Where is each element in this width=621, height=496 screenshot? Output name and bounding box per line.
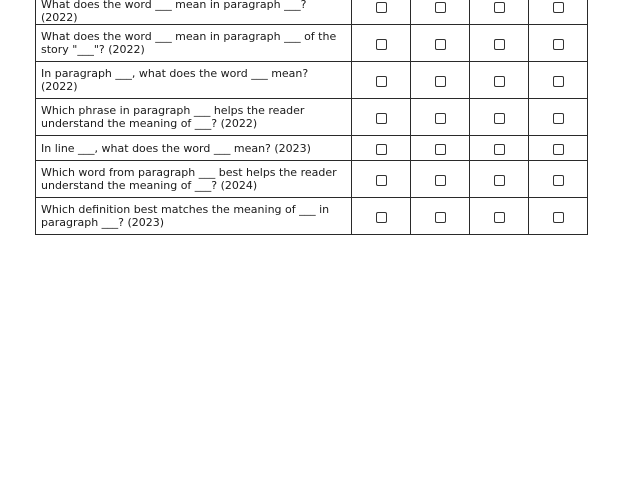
- checkbox-cell: [411, 25, 470, 62]
- checkbox[interactable]: [494, 39, 505, 50]
- checkbox[interactable]: [435, 2, 446, 13]
- checkbox-cell: [411, 161, 470, 198]
- checkbox[interactable]: [435, 144, 446, 155]
- checkbox[interactable]: [553, 39, 564, 50]
- question-cell: [36, 0, 352, 25]
- question-text: Which word from paragraph ___ best helps the reader understand the meaning of ___? (2024): [41, 166, 337, 192]
- question-cell: [36, 136, 352, 161]
- checkbox[interactable]: [435, 76, 446, 87]
- checkbox-cell: [352, 99, 411, 136]
- checkbox[interactable]: [494, 175, 505, 186]
- table-row: [36, 99, 588, 136]
- question-cell: [36, 62, 352, 99]
- checkbox-cell: [470, 0, 529, 25]
- checkbox[interactable]: [435, 212, 446, 223]
- checkbox-cell: [529, 25, 588, 62]
- question-cell: [36, 161, 352, 198]
- checkbox-cell: [352, 0, 411, 25]
- checkbox[interactable]: [553, 2, 564, 13]
- checkbox[interactable]: [553, 175, 564, 186]
- checkbox[interactable]: [435, 113, 446, 124]
- checkbox[interactable]: [553, 144, 564, 155]
- checkbox-cell: [529, 0, 588, 25]
- checkbox[interactable]: [376, 76, 387, 87]
- checkbox-cell: [411, 136, 470, 161]
- question-text: In line ___, what does the word ___ mean? (2023): [41, 141, 311, 155]
- checkbox-cell: [411, 0, 470, 25]
- checkbox-cell: [529, 62, 588, 99]
- checkbox-cell: [352, 25, 411, 62]
- checkbox-cell: [529, 161, 588, 198]
- checkbox[interactable]: [435, 175, 446, 186]
- question-text: What does the word ___ mean in paragraph ___ of the story "___"? (2022): [41, 30, 337, 56]
- checkbox-cell: [470, 136, 529, 161]
- checkbox[interactable]: [376, 212, 387, 223]
- checkbox[interactable]: [376, 175, 387, 186]
- worksheet: [35, 0, 587, 235]
- checkbox-cell: [411, 62, 470, 99]
- question-cell: [36, 198, 352, 235]
- checkbox[interactable]: [376, 144, 387, 155]
- table-row: [36, 62, 588, 99]
- checkbox[interactable]: [553, 76, 564, 87]
- table-row: [36, 161, 588, 198]
- checkbox-cell: [352, 198, 411, 235]
- checkbox-cell: [470, 198, 529, 235]
- checkbox[interactable]: [553, 212, 564, 223]
- checkbox-cell: [529, 99, 588, 136]
- checkbox-cell: [470, 25, 529, 62]
- table-row: [36, 136, 588, 161]
- table-row: [36, 0, 588, 25]
- question-text: Which definition best matches the meaning of ___ in paragraph ___? (2023): [41, 203, 330, 229]
- checkbox[interactable]: [494, 113, 505, 124]
- checkbox-cell: [529, 198, 588, 235]
- question-text: In paragraph ___, what does the word ___ mean? (2022): [41, 67, 309, 93]
- question-cell: [36, 99, 352, 136]
- question-stems-table: [35, 0, 588, 235]
- checkbox[interactable]: [376, 39, 387, 50]
- checkbox[interactable]: [435, 39, 446, 50]
- checkbox-cell: [352, 62, 411, 99]
- checkbox-cell: [411, 198, 470, 235]
- checkbox-cell: [529, 136, 588, 161]
- checkbox[interactable]: [553, 113, 564, 124]
- checkbox[interactable]: [494, 2, 505, 13]
- question-text: What does the word ___ mean in paragraph ___? (2022): [41, 0, 307, 24]
- checkbox-cell: [470, 62, 529, 99]
- checkbox[interactable]: [494, 144, 505, 155]
- question-cell: [36, 25, 352, 62]
- table-row: [36, 198, 588, 235]
- checkbox[interactable]: [376, 113, 387, 124]
- checkbox-cell: [352, 161, 411, 198]
- checkbox[interactable]: [376, 2, 387, 13]
- checkbox-cell: [470, 99, 529, 136]
- question-text: Which phrase in paragraph ___ helps the reader understand the meaning of ___? (2022): [41, 104, 305, 130]
- checkbox-cell: [470, 161, 529, 198]
- checkbox-cell: [352, 136, 411, 161]
- checkbox[interactable]: [494, 76, 505, 87]
- table-row: [36, 25, 588, 62]
- checkbox-cell: [411, 99, 470, 136]
- checkbox[interactable]: [494, 212, 505, 223]
